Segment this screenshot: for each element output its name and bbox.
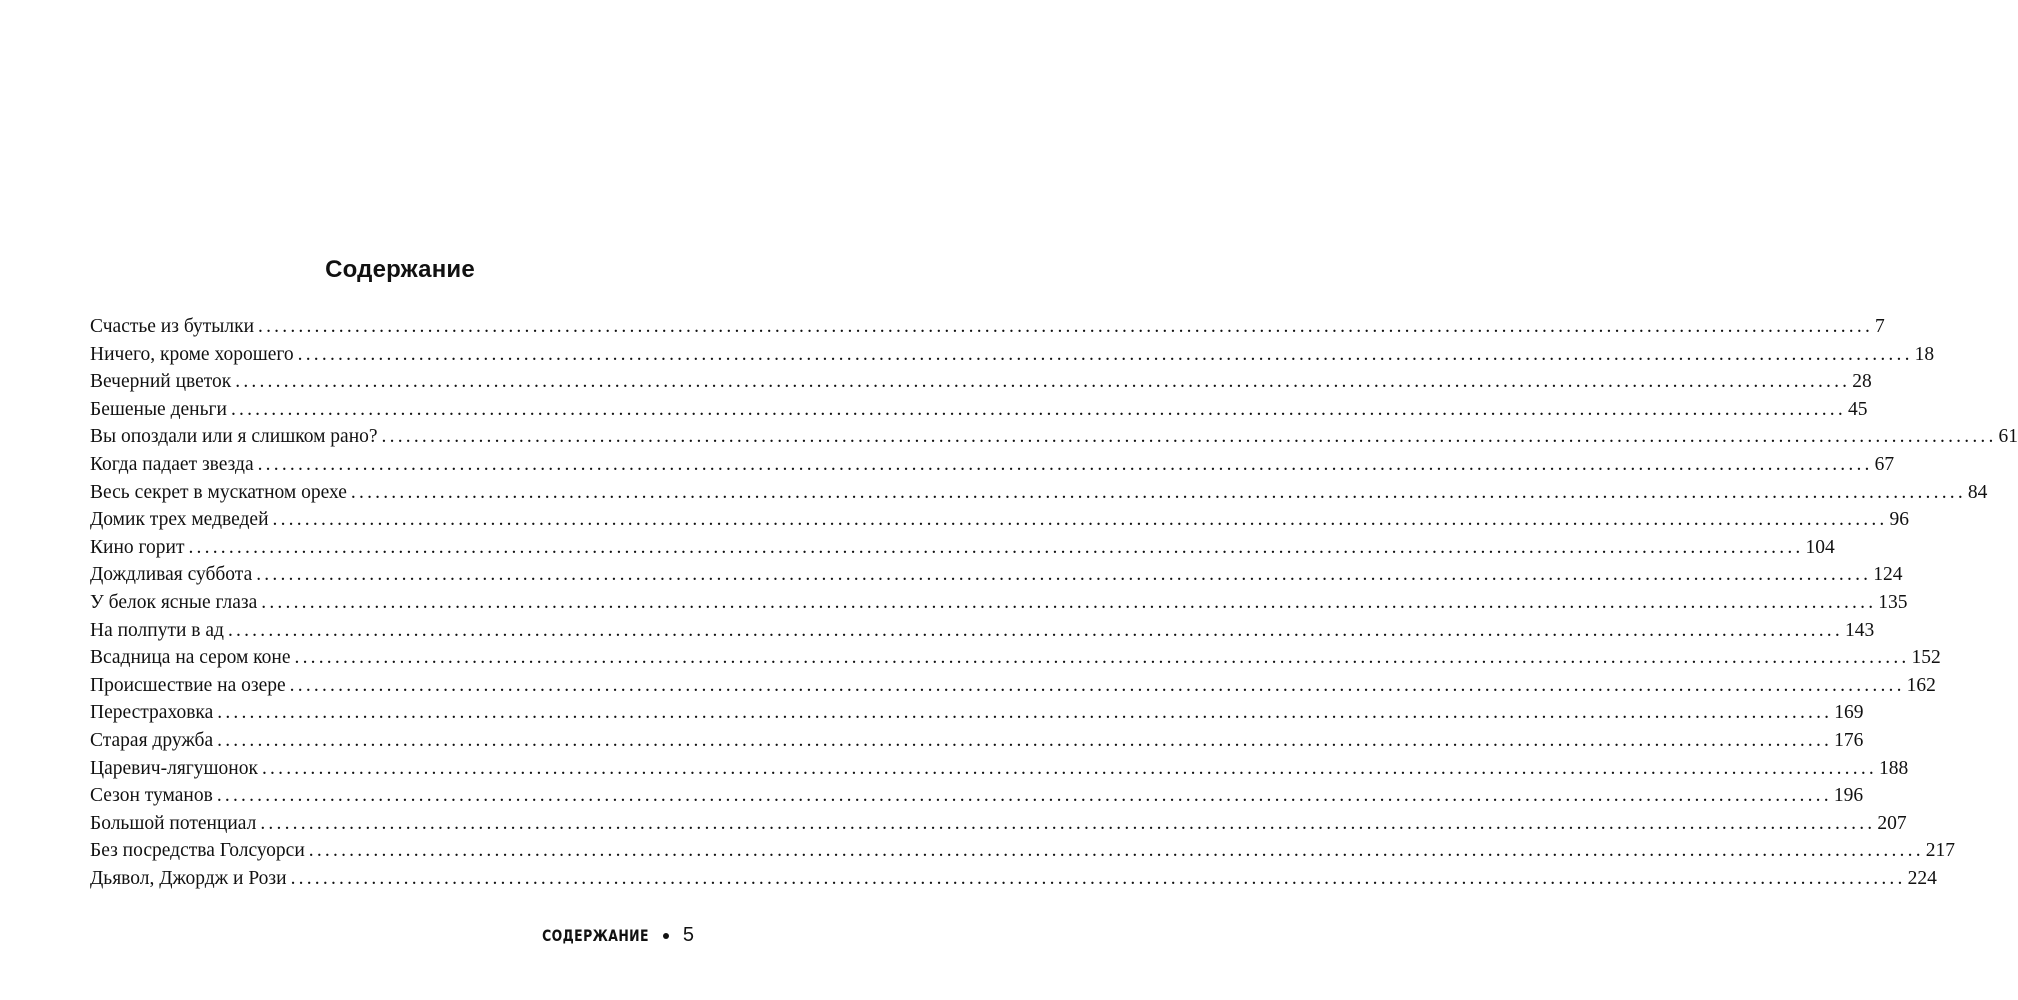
dot-leader: ........................................................................................................................................................................................................ xyxy=(227,619,1843,641)
toc-entry-page: 28 xyxy=(1852,371,1872,393)
toc-entry xyxy=(90,426,2018,454)
toc-entry-page: 207 xyxy=(1877,812,1907,834)
toc-entry-page: 188 xyxy=(1878,757,1909,779)
toc-entry xyxy=(90,481,1988,510)
dot-leader: ........................................................................................................................................................................................................ xyxy=(217,702,1833,724)
dot-leader: ........................................................................................................................................................................................................ xyxy=(260,812,1876,834)
toc-entry-page: 143 xyxy=(1844,619,1875,641)
dot-leader: ........................................................................................................................................................................................................ xyxy=(217,729,1833,751)
toc-entry-page: 169 xyxy=(1834,702,1864,724)
toc-entry xyxy=(90,840,1956,868)
bullet-icon xyxy=(663,933,669,939)
toc-entry-page: 7 xyxy=(1875,316,1885,337)
toc-entry-page: 45 xyxy=(1847,398,1868,420)
page-footer xyxy=(512,924,694,947)
toc-entry xyxy=(90,509,1909,537)
toc-entry-title: Без посредства Голсуорси xyxy=(90,840,305,862)
toc-entry-title: Царевич-лягушонок xyxy=(90,757,258,779)
dot-leader: ........................................................................................................................................................................................................ xyxy=(257,453,1873,475)
toc-entry xyxy=(90,371,1872,399)
toc-entry xyxy=(90,867,1937,896)
toc-entry-title: У белок ясные глаза xyxy=(90,591,258,613)
toc-entry xyxy=(90,536,1835,565)
dot-leader: ........................................................................................................................................................................................................ xyxy=(350,481,1966,503)
dot-leader: ........................................................................................................................................................................................................ xyxy=(297,343,1913,365)
dot-leader: ........................................................................................................................................................................................................ xyxy=(230,398,1846,420)
toc-entry-page: 124 xyxy=(1873,564,1903,586)
toc-entry xyxy=(90,812,1907,841)
dot-leader: ........................................................................................................................................................................................................ xyxy=(256,564,1872,586)
toc-entry xyxy=(90,729,1864,758)
toc-entry-title: Большой потенциал xyxy=(90,812,257,834)
toc-entry-title: Старая дружба xyxy=(90,729,214,751)
toc-entry xyxy=(90,316,1885,344)
dot-leader: ........................................................................................................................................................................................................ xyxy=(188,536,1804,558)
toc-entry-page: 61 xyxy=(1998,426,2018,448)
toc-entry-title: Весь секрет в мускатном орехе xyxy=(90,481,347,503)
toc-entry-title: Когда падает звезда xyxy=(90,453,254,475)
dot-leader: ........................................................................................................................................................................................................ xyxy=(290,867,1906,889)
toc-entry-page: 104 xyxy=(1805,536,1835,558)
running-head: СОДЕРЖАНИЕ xyxy=(542,926,649,945)
toc-entry-page: 135 xyxy=(1878,591,1908,613)
toc-entry-title: Вы опоздали или я слишком рано? xyxy=(90,426,378,448)
toc-entry xyxy=(90,702,1864,730)
toc-entry-title: Вечерний цветок xyxy=(90,371,232,393)
toc-entry xyxy=(90,343,1935,372)
dot-leader: ........................................................................................................................................................................................................ xyxy=(308,840,1924,862)
toc-entry-title: Происшествие на озере xyxy=(90,674,286,696)
toc-list xyxy=(90,316,2018,895)
toc-entry-title: Домик трех медведей xyxy=(90,509,269,531)
toc-entry-page: 224 xyxy=(1907,867,1937,889)
toc-entry-page: 217 xyxy=(1925,840,1956,862)
toc-entry xyxy=(90,785,1864,813)
dot-leader: ........................................................................................................................................................................................................ xyxy=(272,509,1888,531)
page-title: Содержание xyxy=(325,256,475,283)
dot-leader: ........................................................................................................................................................................................................ xyxy=(381,426,1997,448)
toc-entry-page: 152 xyxy=(1911,647,1941,669)
toc-entry-page: 176 xyxy=(1834,729,1864,751)
dot-leader: ........................................................................................................................................................................................................ xyxy=(258,316,1874,337)
toc-entry-title: Счастье из бутылки xyxy=(90,316,255,337)
page-number: 5 xyxy=(682,924,694,946)
dot-leader: ........................................................................................................................................................................................................ xyxy=(289,674,1905,696)
toc-entry-page: 67 xyxy=(1874,453,1895,475)
toc-entry xyxy=(90,591,1908,620)
toc-entry-title: На полпути в ад xyxy=(90,619,224,641)
dot-leader: ........................................................................................................................................................................................................ xyxy=(261,757,1877,779)
toc-entry xyxy=(90,674,1936,703)
toc-entry xyxy=(90,619,1875,648)
dot-leader: ........................................................................................................................................................................................................ xyxy=(294,647,1910,669)
dot-leader: ........................................................................................................................................................................................................ xyxy=(235,371,1851,393)
toc-entry-title: Кино горит xyxy=(90,536,185,558)
toc-entry xyxy=(90,398,1868,427)
toc-entry-page: 18 xyxy=(1914,343,1935,365)
toc-entry-title: Дождливая суббота xyxy=(90,564,253,586)
toc-entry-title: Дьявол, Джордж и Рози xyxy=(90,867,287,889)
toc-entry-page: 196 xyxy=(1833,785,1864,807)
toc-entry xyxy=(90,453,1895,482)
toc-entry-title: Сезон туманов xyxy=(90,785,213,807)
toc-entry xyxy=(90,564,1903,592)
toc-entry-title: Ничего, кроме хорошего xyxy=(90,343,294,365)
toc-entry-title: Перестраховка xyxy=(90,702,214,724)
dot-leader: ........................................................................................................................................................................................................ xyxy=(216,785,1832,807)
toc-entry xyxy=(90,647,1941,675)
toc-entry-page: 84 xyxy=(1967,481,1988,503)
toc-entry xyxy=(90,757,1909,786)
dot-leader: ........................................................................................................................................................................................................ xyxy=(261,591,1877,613)
toc-entry-title: Всадница на сером коне xyxy=(90,647,291,669)
toc-entry-title: Бешеные деньги xyxy=(90,398,227,420)
toc-entry-page: 96 xyxy=(1889,509,1909,531)
toc-entry-page: 162 xyxy=(1906,674,1936,696)
